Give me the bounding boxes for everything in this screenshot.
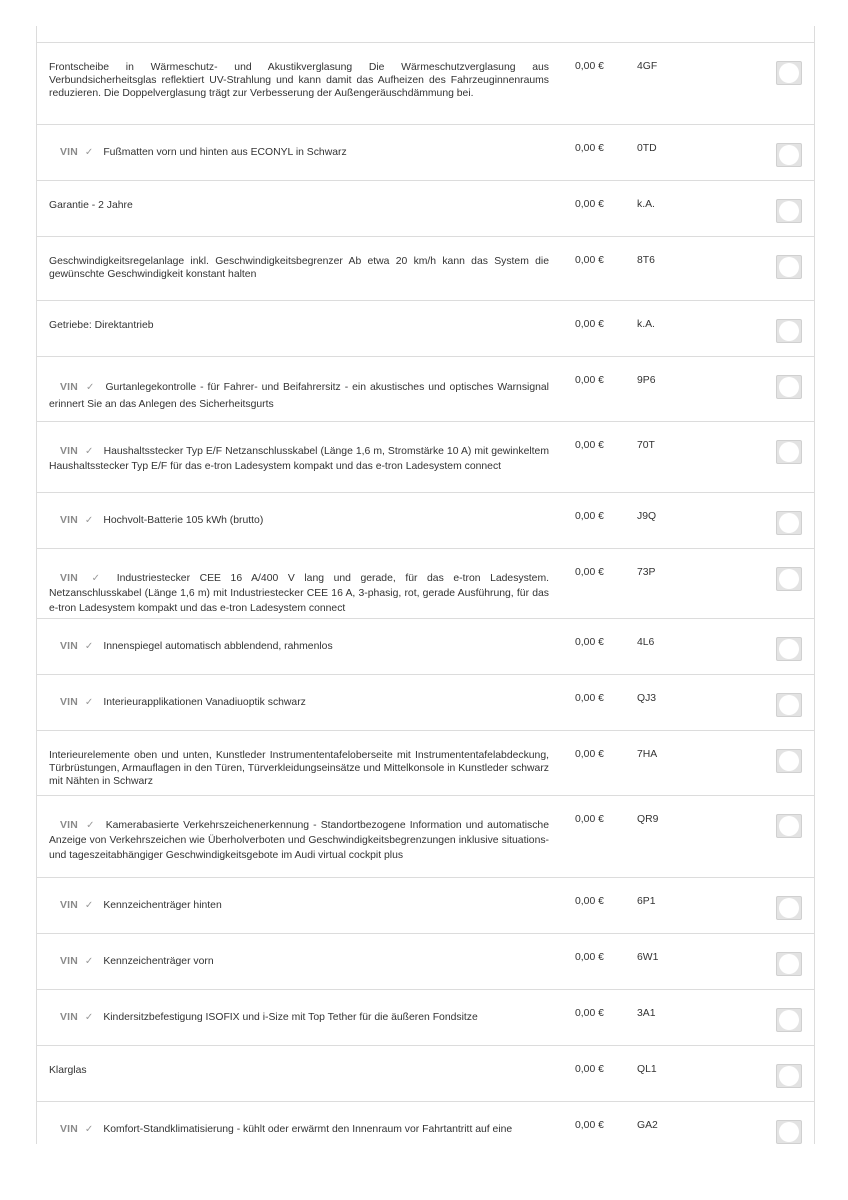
item-price: 0,00 € (575, 814, 604, 825)
list-item (37, 933, 814, 989)
list-item (37, 618, 814, 674)
item-description: Garantie - 2 Jahre (49, 200, 133, 211)
item-description: VIN ✓ Kindersitzbefestigung ISOFIX und i-Size mit Top Tether für die äußeren Fondsitze (60, 1012, 478, 1023)
item-code: 4GF (637, 61, 658, 72)
vin-label: VIN (60, 820, 78, 831)
select-radio[interactable] (776, 814, 802, 838)
item-code: 6P1 (637, 896, 656, 907)
item-description: VIN ✓ Kennzeichenträger vorn (60, 956, 214, 967)
item-code: k.A. (637, 319, 655, 330)
item-price: 0,00 € (575, 952, 604, 963)
item-code: GA2 (637, 1120, 658, 1131)
check-icon: ✓ (84, 900, 94, 911)
check-icon: ✓ (84, 956, 94, 967)
list-item (37, 42, 814, 124)
item-description: Interieurelemente oben und unten, Kunstleder Instrumententafeloberseite mit Instrumententafelabdeckung, Türbrüstungen, Armauflagen in den Türen, Türverkleidungseinsätze und Mittelkonsole in Kunstleder schwarz mit Nähten in Schwarz (49, 750, 549, 787)
list-item (37, 730, 814, 795)
item-description: VIN ✓ Innenspiegel automatisch abblendend, rahmenlos (60, 641, 333, 652)
item-code: 4L6 (637, 637, 655, 648)
item-price: 0,00 € (575, 255, 604, 266)
select-radio[interactable] (776, 693, 802, 717)
select-radio[interactable] (776, 1120, 802, 1144)
select-radio[interactable] (776, 255, 802, 279)
item-description: VIN ✓ Interieurapplikationen Vanadiuoptik schwarz (60, 697, 306, 708)
select-radio[interactable] (776, 952, 802, 976)
select-radio[interactable] (776, 749, 802, 773)
list-item (37, 795, 814, 877)
item-code: 73P (637, 567, 656, 578)
list-item (37, 180, 814, 236)
select-radio[interactable] (776, 61, 802, 85)
select-radio[interactable] (776, 199, 802, 223)
vin-label: VIN (60, 900, 78, 911)
list-item (37, 236, 814, 300)
check-icon: ✓ (84, 515, 94, 526)
select-radio[interactable] (776, 440, 802, 464)
item-price: 0,00 € (575, 896, 604, 907)
item-description: VIN ✓ Kamerabasierte Verkehrszeichenerkennung - Standortbezogene Information und automatische Anzeige von Verkehrszeichen wie Überholverboten und Geschwindigkeitsbegrenzungen inklusive situations- und tageszeitabhängiger Geschwindigkeitsgebote im Audi virtual cockpit plus (49, 820, 549, 861)
list-item (37, 1101, 814, 1144)
select-radio[interactable] (776, 511, 802, 535)
list-item (37, 877, 814, 933)
select-radio[interactable] (776, 375, 802, 399)
vin-label: VIN (60, 515, 78, 526)
vin-label: VIN (60, 697, 78, 708)
list-item (37, 124, 814, 180)
item-code: QR9 (637, 814, 659, 825)
item-description: VIN ✓ Komfort-Standklimatisierung - kühlt oder erwärmt den Innenraum vor Fahrtantritt auf eine (60, 1124, 513, 1135)
item-price: 0,00 € (575, 319, 604, 330)
item-code: k.A. (637, 199, 655, 210)
item-price: 0,00 € (575, 440, 604, 451)
vin-label: VIN (60, 641, 78, 652)
item-code: 9P6 (637, 375, 656, 386)
item-description: VIN ✓ Haushaltsstecker Typ E/F Netzanschlusskabel (Länge 1,6 m, Stromstärke 10 A) mit gewinkeltem Haushaltsstecker Typ E/F für das e-tron Ladesystem kompakt und das e-tron Ladesystem connect (49, 446, 549, 472)
vin-label: VIN (60, 382, 78, 393)
check-icon: ✓ (84, 382, 96, 393)
vin-label: VIN (60, 573, 78, 584)
check-icon: ✓ (84, 697, 94, 708)
check-icon: ✓ (84, 573, 107, 584)
list-item (37, 300, 814, 356)
list-item (37, 1045, 814, 1101)
item-description: VIN ✓ Industriestecker CEE 16 A/400 V lang und gerade, für das e-tron Ladesystem. Netzanschlusskabel (Länge 1,6 m) mit Industriestecker CEE 16 A, 3-phasig, rot, gerade Ausführung, für das e-tron Ladesystem kompakt und das e-tron Ladesystem connect (49, 573, 549, 614)
select-radio[interactable] (776, 567, 802, 591)
item-code: QL1 (637, 1064, 657, 1075)
item-price: 0,00 € (575, 61, 604, 72)
item-code: 70T (637, 440, 655, 451)
vin-label: VIN (60, 1124, 78, 1135)
item-code: 8T6 (637, 255, 655, 266)
item-price: 0,00 € (575, 375, 604, 386)
list-item (37, 989, 814, 1045)
check-icon: ✓ (84, 641, 94, 652)
item-price: 0,00 € (575, 567, 604, 578)
item-description: VIN ✓ Fußmatten vorn und hinten aus ECONYL in Schwarz (60, 147, 347, 158)
item-description: VIN ✓ Kennzeichenträger hinten (60, 900, 222, 911)
item-code: J9Q (637, 511, 657, 522)
vin-label: VIN (60, 446, 78, 457)
item-price: 0,00 € (575, 199, 604, 210)
item-code: 3A1 (637, 1008, 656, 1019)
vin-label: VIN (60, 956, 78, 967)
list-item (37, 674, 814, 730)
select-radio[interactable] (776, 896, 802, 920)
item-code: 6W1 (637, 952, 659, 963)
item-description: Klarglas (49, 1065, 87, 1076)
item-code: QJ3 (637, 693, 657, 704)
item-code: 7HA (637, 749, 658, 760)
vin-label: VIN (60, 1012, 78, 1023)
item-price: 0,00 € (575, 1120, 604, 1131)
item-price: 0,00 € (575, 143, 604, 154)
list-item (37, 421, 814, 492)
item-price: 0,00 € (575, 1008, 604, 1019)
item-code: 0TD (637, 143, 657, 154)
select-radio[interactable] (776, 143, 802, 167)
equipment-list (36, 26, 815, 1144)
check-icon: ✓ (84, 1012, 94, 1023)
item-description: Geschwindigkeitsregelanlage inkl. Geschwindigkeitsbegrenzer Ab etwa 20 km/h kann das System die gewünschte Geschwindigkeit konstant halten (49, 256, 549, 280)
select-radio[interactable] (776, 1008, 802, 1032)
vin-label: VIN (60, 147, 78, 158)
check-icon: ✓ (84, 1124, 94, 1135)
select-radio[interactable] (776, 637, 802, 661)
item-description: Getriebe: Direktantrieb (49, 320, 154, 331)
list-item (37, 548, 814, 618)
select-radio[interactable] (776, 319, 802, 343)
item-description: VIN ✓ Hochvolt-Batterie 105 kWh (brutto) (60, 515, 264, 526)
check-icon: ✓ (84, 820, 96, 831)
item-description: VIN ✓ Gurtanlegekontrolle - für Fahrer- und Beifahrersitz - ein akustisches und optisches Warnsignal erinnert Sie an das Anlegen des Sicherheitsgurts (49, 382, 549, 410)
list-item (37, 356, 814, 421)
item-price: 0,00 € (575, 749, 604, 760)
item-description: Frontscheibe in Wärmeschutz- und Akustikverglasung Die Wärmeschutzverglasung aus Verbundsicherheitsglas reflektiert UV-Strahlung und kann damit das Aufheizen des Fahrzeuginnenraums reduzieren. Die Doppelverglasung trägt zur Verbesserung der Außengeräuschdämmung bei. (49, 62, 549, 99)
item-price: 0,00 € (575, 693, 604, 704)
item-price: 0,00 € (575, 511, 604, 522)
item-price: 0,00 € (575, 637, 604, 648)
item-price: 0,00 € (575, 1064, 604, 1075)
check-icon: ✓ (84, 446, 94, 457)
list-item (37, 492, 814, 548)
select-radio[interactable] (776, 1064, 802, 1088)
check-icon: ✓ (84, 147, 94, 158)
